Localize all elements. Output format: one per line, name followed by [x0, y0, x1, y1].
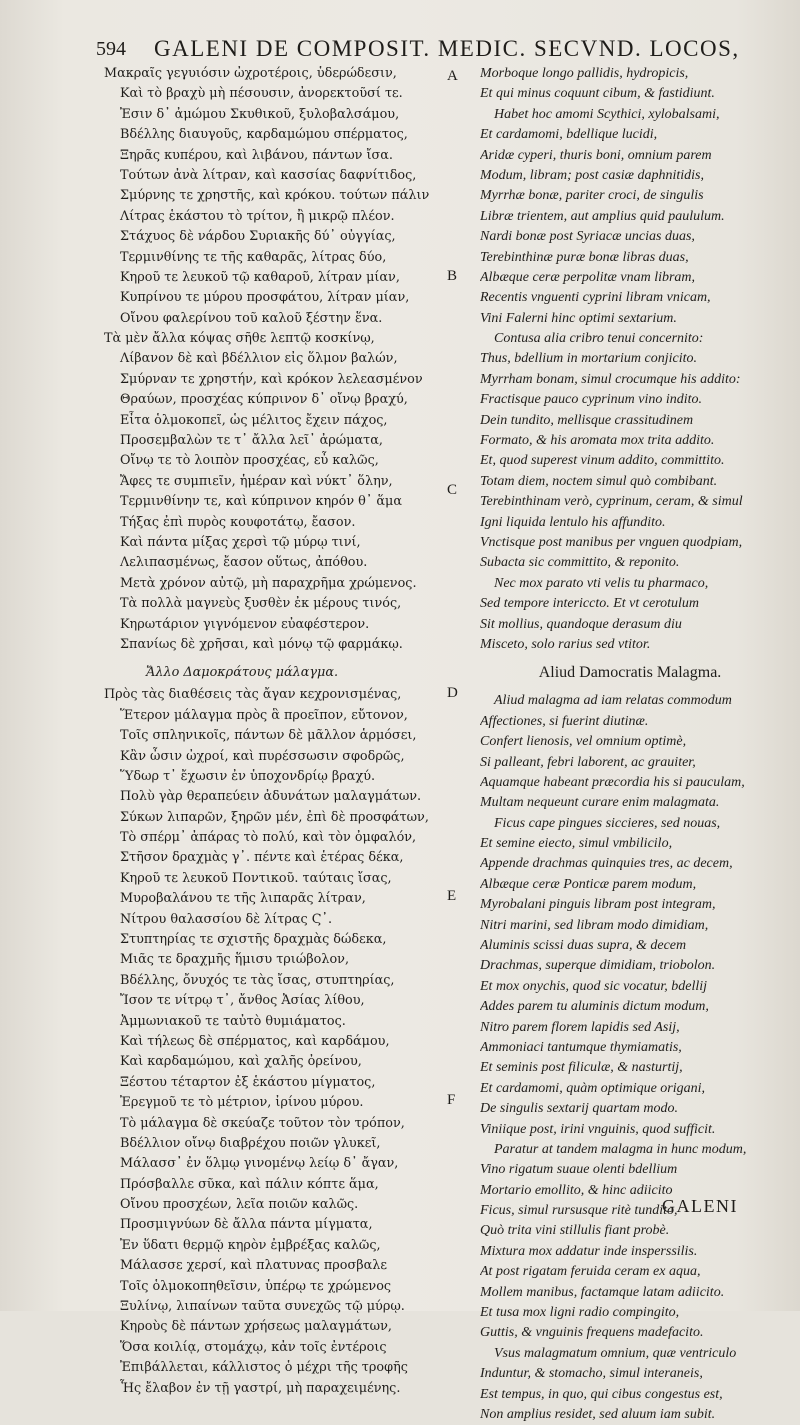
text-line: Καὶ τήλεως δὲ σπέρματος, καὶ καρδάμου,: [120, 1033, 390, 1049]
text-line: Vnctisque post manibus per vnguen quodpiam,: [480, 534, 743, 550]
text-line: Μυροβαλάνου τε τῆς λιπαρᾶς λίτραν,: [120, 891, 366, 907]
text-line: Viniique post, irini vnguinis, quod sufficit.: [480, 1121, 716, 1137]
text-line: Nitri marini, sed libram modo dimidiam,: [480, 917, 709, 933]
text-line: Εἶτα ὁλμοκοπεῖ, ὡς μέλιτος ἔχειν πάχος,: [120, 412, 388, 428]
text-line: Subacta sic committito, & reponito.: [480, 555, 680, 571]
text-line: Λίτρας ἑκάστου τὸ τρίτον, ἢ μικρῷ πλέον.: [120, 208, 395, 224]
latin-block-1: [480, 64, 780, 655]
text-line: Mollem manibus, factamque latam adiicito.: [480, 1284, 725, 1300]
text-line: Τοῖς σπληνικοῖς, πάντων δὲ μᾶλλον ἁρμόσει,: [120, 728, 417, 744]
margin-letter-f: F: [447, 1092, 456, 1108]
text-line: Μιᾶς τε δραχμῆς ἥμισυ τριώβολον,: [120, 952, 350, 968]
text-line: Σπανίως δὲ χρῆσαι, καὶ μόνῳ τῷ φαρμάκῳ.: [120, 636, 403, 652]
text-line: Confert lienosis, vel omnium optimè,: [480, 734, 687, 750]
text-line: Et cardamomi, quàm optimique origani,: [480, 1080, 706, 1096]
text-line: Ἧς ἔλαβον ἐν τῇ γαστρί, μὴ παραχειμένης.: [120, 1380, 401, 1396]
text-line: Et qui minus coquunt cibum, & fastidiunt.: [480, 86, 715, 102]
text-line: Ἀμμωνιακοῦ τε ταὐτὸ θυμιάματος.: [120, 1013, 346, 1029]
text-line: Et tusa mox ligni radio compingito,: [480, 1305, 680, 1321]
text-line: Στάχυος δὲ νάρδου Συριακῆς δύ᾽ οὐγγίας,: [120, 229, 396, 245]
text-line: Libræ trientem, aut amplius quid paululum.: [480, 208, 725, 224]
text-line: Ficus cape pingues siccieres, sed nouas,: [494, 815, 721, 831]
greek-column: [104, 64, 444, 1399]
text-line: Τοῖς ὁλμοκοπηθεῖσιν, ὑπέρῳ τε χρώμενος: [120, 1278, 392, 1294]
margin-letter-b: B: [447, 268, 458, 284]
text-line: Λελιπασμένως, ἔασον οὕτως, ἀπόθου.: [120, 555, 368, 571]
text-line: Προσεμβαλὼν τε τ᾽ ἄλλα λεῖ᾽ ἀρώματα,: [120, 433, 383, 449]
text-line: Misceto, solo rarius sed vtitor.: [480, 636, 651, 652]
margin-letter-a: A: [447, 68, 458, 84]
text-line: Βδέλλιον οἴνῳ διαβρέχου ποιῶν γλυκεῖ,: [120, 1135, 381, 1151]
text-line: Ficus, simul rursusque ritè tundito,: [480, 1203, 678, 1219]
margin-letter-c: C: [447, 482, 458, 498]
text-line: Aliud malagma ad iam relatas commodum: [494, 693, 732, 709]
text-line: Fractisque pauco cyprinum vino indito.: [480, 392, 703, 408]
text-line: Ἴσον τε νίτρῳ τ᾽, ἄνθος Ἀσίας λίθου,: [120, 993, 365, 1009]
text-line: Aluminis scissi duas supra, & decem: [480, 938, 687, 954]
text-line: Sit mollius, quandoque derasum diu: [480, 616, 682, 632]
text-line: Τούτων ἀνὰ λίτραν, καὶ κασσίας δαφνίτιδος,: [120, 167, 417, 183]
latin-column: [480, 64, 780, 1425]
text-line: Κἂν ὦσιν ὠχροί, καὶ πυρέσσωσιν σφοδρῶς,: [120, 748, 405, 764]
text-line: Habet hoc amomi Scythici, xylobalsami,: [494, 106, 720, 122]
text-line: Induntur, & stomacho, simul interaneis,: [480, 1366, 703, 1382]
greek-block-1: [104, 64, 444, 655]
text-line: Contusa alia cribro tenui concernito:: [494, 331, 704, 347]
text-line: Dein tundito, mellisque crassitudinem: [480, 412, 694, 428]
latin-subtitle: Aliud Damocratis Malagma.: [538, 664, 722, 682]
text-line: Στῆσον δραχμὰς γ᾽. πέντε καὶ ἑτέρας δέκα,: [120, 850, 404, 866]
text-line: Οἴνῳ τε τὸ λοιπὸν προσχέας, εὖ καλῶς,: [120, 453, 379, 469]
text-line: Ἐπιβάλλεται, κάλλιστος ὁ μέχρι τῆς τροφῆς: [120, 1360, 408, 1376]
text-line: Et mox onychis, quod sic vocatur, bdellij: [480, 978, 708, 994]
text-line: Et semine eiecto, simul vmbilicilo,: [480, 836, 673, 852]
text-line: Κυπρίνου τε μύρου προσφάτου, λίτραν μίαν,: [120, 290, 410, 306]
text-line: Nec mox parato vti velis tu pharmaco,: [494, 575, 709, 591]
text-line: Προσμιγνύων δὲ ἄλλα πάντα μίγματα,: [120, 1217, 373, 1233]
text-line: Ξηρᾶς κυπέρου, καὶ λιβάνου, πάντων ἴσα.: [120, 147, 393, 163]
greek-block-2: [104, 685, 444, 1399]
text-line: Aridæ cyperi, thuris boni, omnium parem: [480, 147, 712, 163]
running-title: GALENI DE COMPOSIT. MEDIC. SECVND. LOCOS,: [154, 36, 740, 61]
text-line: Recentis vnguenti cyprini libram vnicam,: [480, 290, 711, 306]
text-line: Κηρωτάριον γιγνόμενον εὐαφέστερον.: [120, 616, 370, 632]
text-line: Guttis, & vnguinis frequens madefacito.: [480, 1325, 704, 1341]
text-line: Κηροῦ τε λευκοῦ Ποντικοῦ. ταύταις ἴσας,: [120, 870, 392, 886]
text-line: De singulis sextarij quartam modo.: [480, 1101, 678, 1117]
text-line: Βδέλλης, ὄνυχός τε τὰς ἴσας, στυπτηρίας,: [120, 972, 395, 988]
text-line: Appende drachmas quinquies tres, ac decem,: [480, 856, 733, 872]
text-line: Θραύων, προσχέας κύπρινον δ᾽ οἴνῳ βραχύ,: [120, 392, 408, 408]
text-line: Drachmas, superque dimidiam, triobolon.: [480, 958, 716, 974]
text-line: Μακραῖς γεγυιόσιν ὠχροτέροις, ὑδερώδεσιν,: [104, 66, 397, 81]
text-line: Μάλασσ᾽ ἐν ὅλμῳ γινομένῳ λείῳ δ᾽ ἄγαν,: [120, 1156, 399, 1172]
text-line: Et cardamomi, bdellique lucidi,: [480, 127, 658, 143]
text-line: Multam nequeunt curare enim malagmata.: [480, 795, 720, 811]
text-line: Vsus malagmatum omnium, quæ ventriculo: [494, 1345, 737, 1361]
text-line: Στυπτηρίας τε σχιστῆς δραχμὰς δώδεκα,: [120, 932, 387, 948]
text-line: Ἐσιν δ᾽ ἀμώμου Σκυθικοῦ, ξυλοβαλσάμου,: [120, 106, 400, 122]
text-line: Morboque longo pallidis, hydropicis,: [480, 66, 689, 81]
text-line: Terebinthinam verò, cyprinum, ceram, & simul: [480, 494, 743, 510]
text-line: Aquamque habeant præcordia his si pauculam,: [480, 774, 745, 790]
greek-subtitle: Ἄλλο Δαμοκράτους μάλαγμα.: [146, 665, 339, 681]
text-line: Totam diem, noctem simul quò combibant.: [480, 473, 718, 489]
text-line: Affectiones, si fuerint diutinæ.: [480, 713, 649, 729]
text-line: Ἕτερον μάλαγμα πρὸς ἃ προεῖπον, εὔτονον,: [120, 707, 408, 723]
text-line: Οἴνου φαλερίνου τοῦ καλοῦ ξέστην ἕνα.: [120, 310, 383, 326]
text-line: Βδέλλης διαυγοῦς, καρδαμώμου σπέρματος,: [120, 127, 408, 143]
text-line: Nardi bonæ post Syriacæ uncias duas,: [480, 229, 695, 245]
text-line: Myrrhæ bonæ, pariter croci, de singulis: [480, 188, 704, 204]
text-line: Ξέστου τέταρτον ἐξ ἑκάστου μίγματος,: [120, 1074, 376, 1090]
text-line: Terebinthinæ puræ bonæ libras duas,: [480, 249, 689, 265]
latin-block-2: [480, 691, 780, 1425]
text-line: Πρὸς τὰς διαθέσεις τὰς ἄγαν κεχρονισμένας,: [104, 687, 402, 703]
text-line: Ξυλίνῳ, λιπαίνων ταῦτα συνεχῶς τῷ μύρῳ.: [120, 1299, 405, 1315]
text-line: Ὕδωρ τ᾽ ἔχωσιν ἐν ὑποχονδρίῳ βραχύ.: [120, 768, 376, 784]
text-line: Σύκων λιπαρῶν, ξηρῶν μέν, ἐπὶ δὲ προσφάτων,: [120, 809, 429, 825]
text-line: Quò trita vini stillulis fiant probè.: [480, 1223, 670, 1239]
text-line: Τὰ μὲν ἄλλα κόψας σῆθε λεπτῷ κοσκίνῳ,: [104, 331, 375, 347]
text-line: Μάλασσε χερσί, καὶ πλατυνας προσβαλε: [120, 1258, 388, 1274]
margin-letter-d: D: [447, 685, 458, 701]
text-line: Mortario emollito, & hinc adiicito: [480, 1182, 673, 1198]
text-line: Κηροῦ τε λευκοῦ τῷ καθαροῦ, λίτραν μίαν,: [120, 269, 400, 285]
text-line: Σμύρνης τε χρηστῆς, καὶ κρόκου. τούτων πάλιν: [120, 188, 430, 204]
margin-letter-e: E: [447, 888, 457, 904]
text-line: Καὶ καρδαμώμου, καὶ χαλῆς ὀρείνου,: [120, 1054, 362, 1070]
text-line: Ἐρεγμοῦ τε τὸ μέτριον, ἰρίνου μύρου.: [120, 1095, 364, 1111]
text-line: Καὶ πάντα μίξας χερσὶ τῷ μύρῳ τινί,: [120, 534, 361, 550]
text-line: Thus, bdellium in mortarium conjicito.: [480, 351, 697, 367]
text-line: Nitro parem florem lapidis sed Asij,: [480, 1019, 680, 1035]
text-line: Et, quod superest vinum addito, committito.: [480, 453, 725, 469]
text-line: Mixtura mox addatur inde insperssilis.: [480, 1243, 698, 1259]
text-line: Τερμινθίνην τε, καὶ κύπρινον κηρόν θ᾽ ἅμα: [120, 494, 402, 510]
text-line: Est tempus, in quo, qui cibus congestus est,: [480, 1386, 723, 1402]
text-line: Non amplius residet, sed aluum iam subit.: [480, 1407, 716, 1422]
text-line: Paratur at tandem malagma in hunc modum,: [494, 1141, 747, 1157]
catchword: GALENI: [662, 1196, 738, 1216]
text-line: Et seminis post filiculæ, & nasturtij,: [480, 1060, 683, 1076]
text-line: Λίβανον δὲ καὶ βδέλλιον εἰς ὅλμον βαλών,: [120, 351, 398, 367]
text-line: Formato, & his aromata mox trita addito.: [480, 433, 715, 449]
text-line: Κηροὺς δὲ πάντων χρήσεως μαλαγμάτων,: [120, 1319, 392, 1335]
text-line: Ὅσα κοιλίᾳ, στομάχῳ, κἀν τοῖς ἐντέροις: [120, 1339, 387, 1355]
text-line: Πολὺ γὰρ θεραπεύειν ἀδυνάτων μαλαγμάτων.: [120, 789, 422, 805]
text-line: Addes parem tu aluminis dictum modum,: [480, 999, 709, 1015]
text-line: Πρόσβαλλε σῦκα, καὶ πάλιν κόπτε ἅμα,: [120, 1176, 379, 1192]
text-line: Μετὰ χρόνον αὐτῷ, μὴ παραχρῆμα χρώμενος.: [120, 575, 417, 591]
text-line: Albæque ceræ Ponticæ parem modum,: [480, 876, 697, 892]
text-line: Τὰ πολλὰ μαγνεὺς ξυσθὲν ἐκ μέρους τινός,: [120, 596, 402, 612]
text-line: Modum, libram; post casiæ daphnitidis,: [480, 167, 705, 183]
page-number: 594: [96, 38, 126, 60]
text-line: At post rigatam feruida ceram ex aqua,: [480, 1264, 701, 1280]
text-line: Νίτρου θαλασσίου δὲ λίτρας Ϛ᾽.: [120, 911, 333, 927]
text-line: Ἄφες τε συμπιεῖν, ἡμέραν καὶ νύκτ᾽ ὅλην,: [120, 473, 393, 489]
text-line: Albæque ceræ perpolitæ vnam libram,: [480, 269, 696, 285]
text-line: Igni liquida lentulo his affundito.: [480, 514, 666, 530]
text-line: Τερμινθίνης τε τῆς καθαρᾶς, λίτρας δύο,: [120, 249, 387, 265]
text-line: Si palleant, febri laborent, ac grauiter,: [480, 754, 696, 770]
text-line: Ἐν ὕδατι θερμῷ κηρὸν ἐμβρέξας καλῶς,: [120, 1237, 381, 1253]
text-line: Σμύρναν τε χρηστήν, καὶ κρόκον λελεασμένον: [120, 371, 423, 387]
text-line: Καὶ τὸ βραχὺ μὴ πέσουσιν, ἀνορεκτοῦσί τε.: [120, 86, 403, 102]
text-line: Myrrham bonam, simul crocumque his addito:: [480, 371, 741, 387]
text-line: Τήξας ἐπὶ πυρὸς κουφοτάτῳ, ἔασον.: [120, 514, 356, 530]
text-line: Vino rigatum suaue olenti bdellium: [480, 1162, 678, 1178]
text-line: Τὸ μάλαγμα δὲ σκεύαζε τοῦτον τὸν τρόπον,: [120, 1115, 405, 1131]
text-line: Myrobalani pinguis libram post integram,: [480, 897, 716, 913]
text-line: Τὸ σπέρμ᾽ ἀπάρας τὸ πολύ, καὶ τὸν ὀμφαλόν,: [120, 830, 417, 846]
text-line: Ammoniaci tantumque thymiamatis,: [480, 1039, 682, 1055]
text-line: Οἴνου προσχέων, λεῖα ποιῶν καλῶς.: [120, 1197, 359, 1213]
text-line: Vini Falerni hinc optimi sextarium.: [480, 310, 677, 326]
text-line: Sed tempore intericcto. Et vt cerotulum: [480, 596, 700, 612]
